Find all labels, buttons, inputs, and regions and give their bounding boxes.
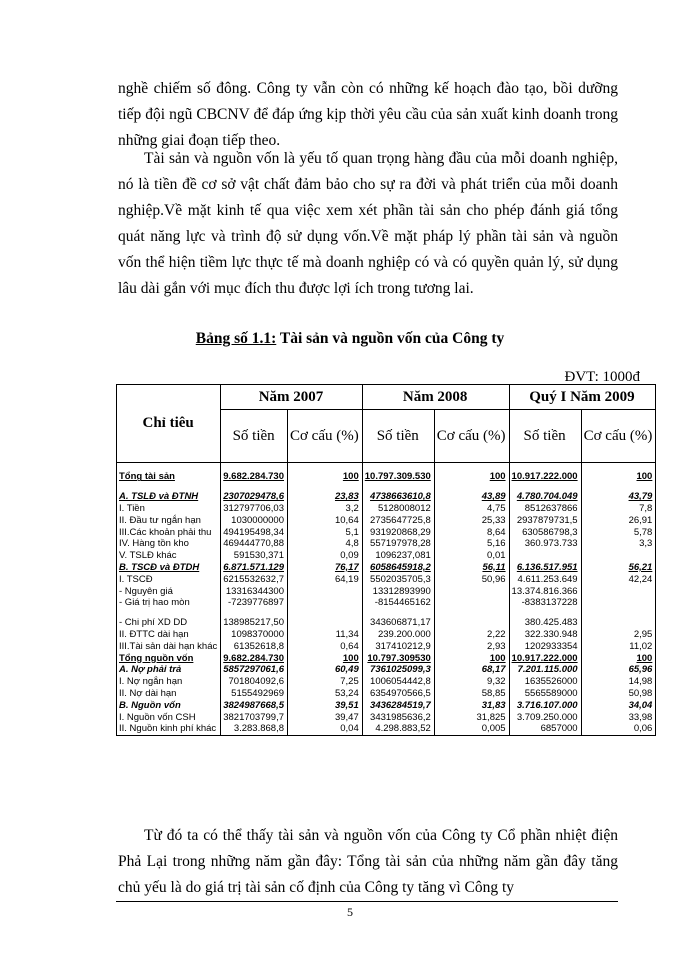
table-row bbox=[117, 538, 656, 550]
amount-2007: 1098370000 bbox=[221, 629, 288, 641]
unit-label: ĐVT: 1000đ bbox=[564, 369, 640, 385]
structure-2008: 9,32 bbox=[434, 676, 509, 688]
header-amount: Số tiền bbox=[509, 410, 581, 463]
amount-2009: 3.716.107.000 bbox=[509, 699, 581, 711]
row-label: IV. Hàng tồn kho bbox=[117, 538, 221, 550]
row-label: I. Nợ ngắn hạn bbox=[117, 676, 221, 688]
amount-2008: 10.797.309530 bbox=[362, 652, 434, 664]
amount-2008: 317410212,9 bbox=[362, 640, 434, 652]
amount-2009: 380.425.483 bbox=[509, 617, 581, 629]
amount-2007: 2307029478,6 bbox=[221, 491, 288, 503]
table-row bbox=[117, 629, 656, 641]
amount-2009: 5565589000 bbox=[509, 688, 581, 700]
structure-2009: 100 bbox=[581, 652, 656, 664]
amount-2008: 3431985636,2 bbox=[362, 711, 434, 723]
structure-2007: 53,24 bbox=[288, 688, 363, 700]
table-row bbox=[117, 652, 656, 664]
structure-2007: 5,1 bbox=[288, 526, 363, 538]
table-row bbox=[117, 550, 656, 562]
structure-2007: 23,83 bbox=[288, 491, 363, 503]
amount-2007: 3821703799,7 bbox=[221, 711, 288, 723]
table-row bbox=[117, 491, 656, 503]
structure-2008: 50,96 bbox=[434, 573, 509, 585]
amount-2009: 10.917.222.000 bbox=[509, 652, 581, 664]
structure-2009: 65,96 bbox=[581, 664, 656, 676]
amount-2007: 701804092,6 bbox=[221, 676, 288, 688]
structure-2009 bbox=[581, 550, 656, 562]
amount-2008: 239.200.000 bbox=[362, 629, 434, 641]
structure-2008: 2,22 bbox=[434, 629, 509, 641]
structure-2009: 100 bbox=[581, 471, 656, 483]
structure-2007 bbox=[288, 597, 363, 609]
header-q1-2009: Quý I Năm 2009 bbox=[509, 385, 656, 410]
amount-2007: 6.871.571.129 bbox=[221, 562, 288, 574]
amount-2007: 3.283.868,8 bbox=[221, 723, 288, 735]
table-row bbox=[117, 562, 656, 574]
structure-2009: 5,78 bbox=[581, 526, 656, 538]
amount-2007: 494195498,34 bbox=[221, 526, 288, 538]
structure-2008: 100 bbox=[434, 471, 509, 483]
structure-2009: 14,98 bbox=[581, 676, 656, 688]
amount-2007: 469444770,88 bbox=[221, 538, 288, 550]
row-label: I. TSCĐ bbox=[117, 573, 221, 585]
structure-2009 bbox=[581, 585, 656, 597]
amount-2007: 1030000000 bbox=[221, 514, 288, 526]
structure-2007: 64,19 bbox=[288, 573, 363, 585]
amount-2008: 6354970566,5 bbox=[362, 688, 434, 700]
amount-2008: 3436284519,7 bbox=[362, 699, 434, 711]
structure-2007: 0,64 bbox=[288, 640, 363, 652]
amount-2007: 138985217,50 bbox=[221, 617, 288, 629]
row-label: B. TSCĐ và ĐTDH bbox=[117, 562, 221, 574]
structure-2008: 4,75 bbox=[434, 503, 509, 515]
row-label: V. TSLĐ khác bbox=[117, 550, 221, 562]
amount-2009: 6.136.517.951 bbox=[509, 562, 581, 574]
row-label: III.Tài sản dài hạn khác bbox=[117, 640, 221, 652]
structure-2007: 11,34 bbox=[288, 629, 363, 641]
structure-2008: 2,93 bbox=[434, 640, 509, 652]
structure-2009: 11,02 bbox=[581, 640, 656, 652]
header-structure: Cơ cấu (%) bbox=[434, 410, 509, 463]
structure-2009: 50,98 bbox=[581, 688, 656, 700]
amount-2008: 6058645918,2 bbox=[362, 562, 434, 574]
structure-2008: 68,17 bbox=[434, 664, 509, 676]
structure-2008: 43,89 bbox=[434, 491, 509, 503]
amount-2009: 322.330.948 bbox=[509, 629, 581, 641]
structure-2009: 33,98 bbox=[581, 711, 656, 723]
table-spacer-row bbox=[117, 483, 656, 491]
table-row bbox=[117, 617, 656, 629]
amount-2009: 1202933354 bbox=[509, 640, 581, 652]
amount-2007: 13316344300 bbox=[221, 585, 288, 597]
structure-2007: 4,8 bbox=[288, 538, 363, 550]
amount-2007: 312797706,03 bbox=[221, 503, 288, 515]
row-label: B. Nguồn vốn bbox=[117, 699, 221, 711]
row-label: - Chi phí XD DD bbox=[117, 617, 221, 629]
structure-2008: 31,825 bbox=[434, 711, 509, 723]
structure-2007: 100 bbox=[288, 652, 363, 664]
assets-table bbox=[116, 384, 656, 736]
structure-2008 bbox=[434, 597, 509, 609]
structure-2008: 0,01 bbox=[434, 550, 509, 562]
table-caption-title: Tài sản và nguồn vốn của Công ty bbox=[279, 330, 505, 347]
row-label: II. Nợ dài hạn bbox=[117, 688, 221, 700]
amount-2008: 7361025099,3 bbox=[362, 664, 434, 676]
amount-2009: 4.780.704.049 bbox=[509, 491, 581, 503]
structure-2008: 0,005 bbox=[434, 723, 509, 735]
row-label: III.Các khoản phải thu bbox=[117, 526, 221, 538]
row-label: - Nguyên giá bbox=[117, 585, 221, 597]
footer-divider bbox=[116, 901, 618, 902]
table-row bbox=[117, 503, 656, 515]
structure-2007: 10,64 bbox=[288, 514, 363, 526]
structure-2007: 3,2 bbox=[288, 503, 363, 515]
row-label: I. Nguồn vốn CSH bbox=[117, 711, 221, 723]
amount-2008: 4.298.883,52 bbox=[362, 723, 434, 735]
structure-2007: 100 bbox=[288, 471, 363, 483]
amount-2007: 591530,371 bbox=[221, 550, 288, 562]
table-row bbox=[117, 526, 656, 538]
structure-2009 bbox=[581, 617, 656, 629]
structure-2008: 5,16 bbox=[434, 538, 509, 550]
amount-2008: 5128008012 bbox=[362, 503, 434, 515]
amount-2009: 2937879731,5 bbox=[509, 514, 581, 526]
structure-2009: 42,24 bbox=[581, 573, 656, 585]
amount-2008: 557197978,28 bbox=[362, 538, 434, 550]
amount-2008: 931920868,29 bbox=[362, 526, 434, 538]
table-row bbox=[117, 471, 656, 483]
structure-2009: 2,95 bbox=[581, 629, 656, 641]
amount-2009: 630586798,3 bbox=[509, 526, 581, 538]
structure-2009: 3,3 bbox=[581, 538, 656, 550]
row-label: Tổng nguồn vốn bbox=[117, 652, 221, 664]
amount-2008: 10.797.309.530 bbox=[362, 471, 434, 483]
table-row bbox=[117, 699, 656, 711]
amount-2009: 10.917.222.000 bbox=[509, 471, 581, 483]
structure-2009: 56,21 bbox=[581, 562, 656, 574]
structure-2009: 43,79 bbox=[581, 491, 656, 503]
amount-2008: 2735647725,8 bbox=[362, 514, 434, 526]
table-caption-label: Bảng số 1.1: bbox=[195, 330, 277, 347]
table-row bbox=[117, 688, 656, 700]
structure-2009: 0,06 bbox=[581, 723, 656, 735]
structure-2009 bbox=[581, 597, 656, 609]
table-row bbox=[117, 573, 656, 585]
amount-2007: 3824987668,5 bbox=[221, 699, 288, 711]
paragraph-intro: nghề chiếm số đông. Công ty vẫn còn có những kế hoạch đào tạo, bồi dưỡng tiếp đội ngũ CBCNV để đáp ứng kịp thời yêu cầu của sản xuất kinh doanh trong những giai đoạn tiếp theo. bbox=[118, 80, 618, 149]
structure-2008 bbox=[434, 585, 509, 597]
amount-2008: 1006054442,8 bbox=[362, 676, 434, 688]
structure-2009: 34,04 bbox=[581, 699, 656, 711]
amount-2007: -7239776897 bbox=[221, 597, 288, 609]
table-row bbox=[117, 514, 656, 526]
row-label: Tổng tài sản bbox=[117, 471, 221, 483]
amount-2008: 13312893990 bbox=[362, 585, 434, 597]
paragraph-conclusion: Từ đó ta có thể thấy tài sản và nguồn vốn của Công ty Cổ phần nhiệt điện Phả Lại trong những năm gần đây: Tổng tài sản của những năm gần đây tăng chủ yếu là do giá trị tài sản cố định của Công ty tăng vì Công ty bbox=[118, 827, 618, 896]
amount-2009: 13.374.816.366 bbox=[509, 585, 581, 597]
amount-2008: 1096237,081 bbox=[362, 550, 434, 562]
structure-2007: 76,17 bbox=[288, 562, 363, 574]
structure-2007: 7,25 bbox=[288, 676, 363, 688]
amount-2009: 1635526000 bbox=[509, 676, 581, 688]
structure-2009: 7,8 bbox=[581, 503, 656, 515]
amount-2007: 9.682.284.730 bbox=[221, 652, 288, 664]
row-label: - Giá trị hao mòn bbox=[117, 597, 221, 609]
table-row bbox=[117, 711, 656, 723]
paragraph-assets: Tài sản và nguồn vốn là yếu tố quan trọng hàng đầu của mỗi doanh nghiệp, nó là tiền đề cơ sở vật chất đảm bảo cho sự ra đời và phát triển của mỗi doanh nghiệp.Về mặt kinh tế qua việc xem xét phần tài sản cho phép đánh giá tổng quát năng lực và trình độ sử dụng vốn.Về mặt pháp lý phần tài sản và nguồn vốn thể hiện tiềm lực thực tế mà doanh nghiệp có và có quyền quản lý, sử dụng lâu dài gắn với mục đích thu được lợi ích trong tương lai. bbox=[118, 150, 618, 297]
table-spacer-row bbox=[117, 609, 656, 617]
amount-2008: -8154465162 bbox=[362, 597, 434, 609]
table-row bbox=[117, 640, 656, 652]
header-structure: Cơ cấu (%) bbox=[288, 410, 363, 463]
amount-2007: 6215532632,7 bbox=[221, 573, 288, 585]
structure-2008 bbox=[434, 617, 509, 629]
table-row bbox=[117, 723, 656, 735]
structure-2008: 31,83 bbox=[434, 699, 509, 711]
table-row bbox=[117, 664, 656, 676]
amount-2008: 343606871,17 bbox=[362, 617, 434, 629]
structure-2007 bbox=[288, 617, 363, 629]
structure-2007: 39,47 bbox=[288, 711, 363, 723]
structure-2008: 56,11 bbox=[434, 562, 509, 574]
amount-2009: 360.973.733 bbox=[509, 538, 581, 550]
amount-2009: -8383137228 bbox=[509, 597, 581, 609]
row-label: A. Nợ phải trả bbox=[117, 664, 221, 676]
table-caption bbox=[0, 330, 700, 348]
amount-2009: 4.611.253.649 bbox=[509, 573, 581, 585]
structure-2008: 25,33 bbox=[434, 514, 509, 526]
amount-2009: 6857000 bbox=[509, 723, 581, 735]
amount-2007: 5155492969 bbox=[221, 688, 288, 700]
amount-2008: 5502035705,3 bbox=[362, 573, 434, 585]
header-amount: Số tiền bbox=[221, 410, 288, 463]
amount-2009: 3.709.250.000 bbox=[509, 711, 581, 723]
header-year-2008: Năm 2008 bbox=[362, 385, 509, 410]
table-spacer-row bbox=[117, 463, 656, 472]
structure-2007: 0,04 bbox=[288, 723, 363, 735]
structure-2007 bbox=[288, 585, 363, 597]
table-row bbox=[117, 676, 656, 688]
header-structure: Cơ cấu (%) bbox=[581, 410, 656, 463]
structure-2008: 58,85 bbox=[434, 688, 509, 700]
amount-2009: 8512637866 bbox=[509, 503, 581, 515]
row-label: I. Tiền bbox=[117, 503, 221, 515]
structure-2007: 60,49 bbox=[288, 664, 363, 676]
table-row bbox=[117, 597, 656, 609]
amount-2007: 9.682.284.730 bbox=[221, 471, 288, 483]
structure-2009: 26,91 bbox=[581, 514, 656, 526]
table-row bbox=[117, 585, 656, 597]
page-number: 5 bbox=[347, 905, 353, 919]
row-label: II. Nguồn kinh phí khác bbox=[117, 723, 221, 735]
header-indicator: Chỉ tiêu bbox=[117, 385, 221, 463]
amount-2007: 5857297061,6 bbox=[221, 664, 288, 676]
amount-2009 bbox=[509, 550, 581, 562]
structure-2007: 39,51 bbox=[288, 699, 363, 711]
row-label: II. Đầu tư ngắn hạn bbox=[117, 514, 221, 526]
header-amount: Số tiền bbox=[362, 410, 434, 463]
header-year-2007: Năm 2007 bbox=[221, 385, 363, 410]
amount-2007: 61352618,8 bbox=[221, 640, 288, 652]
row-label: A. TSLĐ và ĐTNH bbox=[117, 491, 221, 503]
amount-2009: 7.201.115.000 bbox=[509, 664, 581, 676]
structure-2008: 8,64 bbox=[434, 526, 509, 538]
row-label: II. ĐTTC dài hạn bbox=[117, 629, 221, 641]
amount-2008: 4738663610,8 bbox=[362, 491, 434, 503]
structure-2008: 100 bbox=[434, 652, 509, 664]
structure-2007: 0,09 bbox=[288, 550, 363, 562]
